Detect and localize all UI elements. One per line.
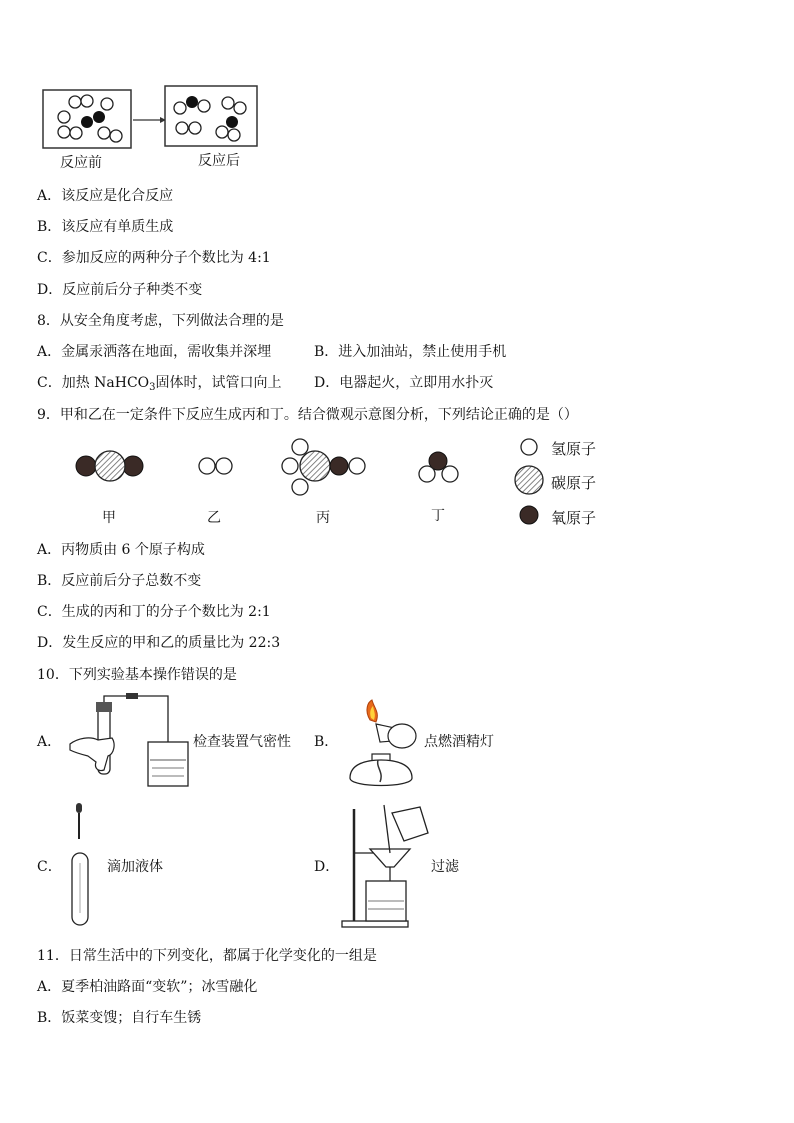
airtightness-check-illustration	[68, 698, 193, 790]
q11-option-a: A．夏季柏油路面“变软”；冰雪融化	[37, 979, 258, 995]
legend-carbon-symbol	[515, 466, 543, 494]
q10-option-d-letter: D．	[314, 859, 340, 875]
q7-option-d: D．反应前后分子种类不变	[37, 282, 203, 298]
molecule-yi	[199, 458, 232, 474]
legend-oxygen-symbol	[520, 506, 538, 524]
filtration-illustration	[340, 805, 430, 930]
light-alcohol-lamp-illustration	[340, 700, 425, 792]
label-bing: 丙	[316, 510, 330, 526]
q11-stem: 11．日常生活中的下列变化，都属于化学变化的一组是	[37, 948, 377, 964]
q8-option-b: B．进入加油站，禁止使用手机	[314, 344, 507, 360]
label-ding: 丁	[431, 508, 445, 524]
label-before-reaction: 反应前	[60, 155, 102, 171]
q10-option-d-text: 过滤	[431, 859, 459, 875]
q10-option-b-text: 点燃酒精灯	[424, 734, 494, 750]
label-yi: 乙	[207, 510, 221, 526]
q9-option-a: A．丙物质由 6 个原子构成	[37, 542, 205, 558]
label-jia: 甲	[102, 510, 116, 526]
q11-option-b: B．饭菜变馊；自行车生锈	[37, 1010, 202, 1026]
q10-option-a-letter: A．	[37, 734, 62, 750]
legend-hydrogen-symbol	[521, 439, 537, 455]
q8-option-a: A．金属汞洒落在地面，需收集并深埋	[37, 344, 272, 360]
molecule-jia	[76, 451, 143, 481]
q10-option-a-text: 检查装置气密性	[193, 734, 291, 750]
q8-stem: 8．从安全角度考虑，下列做法合理的是	[37, 313, 284, 329]
q8-option-c	[37, 374, 282, 397]
q10-option-c-text: 滴加液体	[107, 859, 163, 875]
q7-option-c: C．参加反应的两种分子个数比为 4:1	[37, 250, 271, 266]
molecule-ding	[419, 452, 458, 482]
q10-option-b-letter: B．	[314, 734, 339, 750]
q9-option-b: B．反应前后分子总数不变	[37, 573, 202, 589]
legend-oxygen-label: 氧原子	[551, 509, 597, 527]
molecule-diagram-q9	[70, 435, 610, 530]
q8-option-c-sub: 3	[149, 382, 156, 393]
q9-stem: 9．甲和乙在一定条件下反应生成丙和丁。结合微观示意图分析，下列结论正确的是（）	[37, 407, 578, 423]
q8-option-c-post: 固体时，试管口向上	[155, 375, 282, 391]
q10-option-c-letter: C．	[37, 859, 62, 875]
q7-option-a: A．该反应是化合反应	[37, 188, 174, 204]
q10-stem: 10．下列实验基本操作错误的是	[37, 667, 237, 683]
molecule-bing	[282, 439, 365, 495]
legend-carbon-label: 碳原子	[551, 474, 597, 492]
q8-option-d: D．电器起火，立即用水扑灭	[314, 375, 494, 391]
q9-option-c: C．生成的丙和丁的分子个数比为 2:1	[37, 604, 271, 620]
q8-option-c-pre: C．加热 NaHCO	[37, 375, 150, 391]
label-after-reaction: 反应后	[198, 153, 240, 169]
q7-option-b: B．该反应有单质生成	[37, 219, 174, 235]
legend-hydrogen-label: 氢原子	[551, 440, 597, 458]
add-liquid-dropper-illustration	[66, 803, 96, 928]
q9-option-d: D．发生反应的甲和乙的质量比为 22:3	[37, 635, 281, 651]
